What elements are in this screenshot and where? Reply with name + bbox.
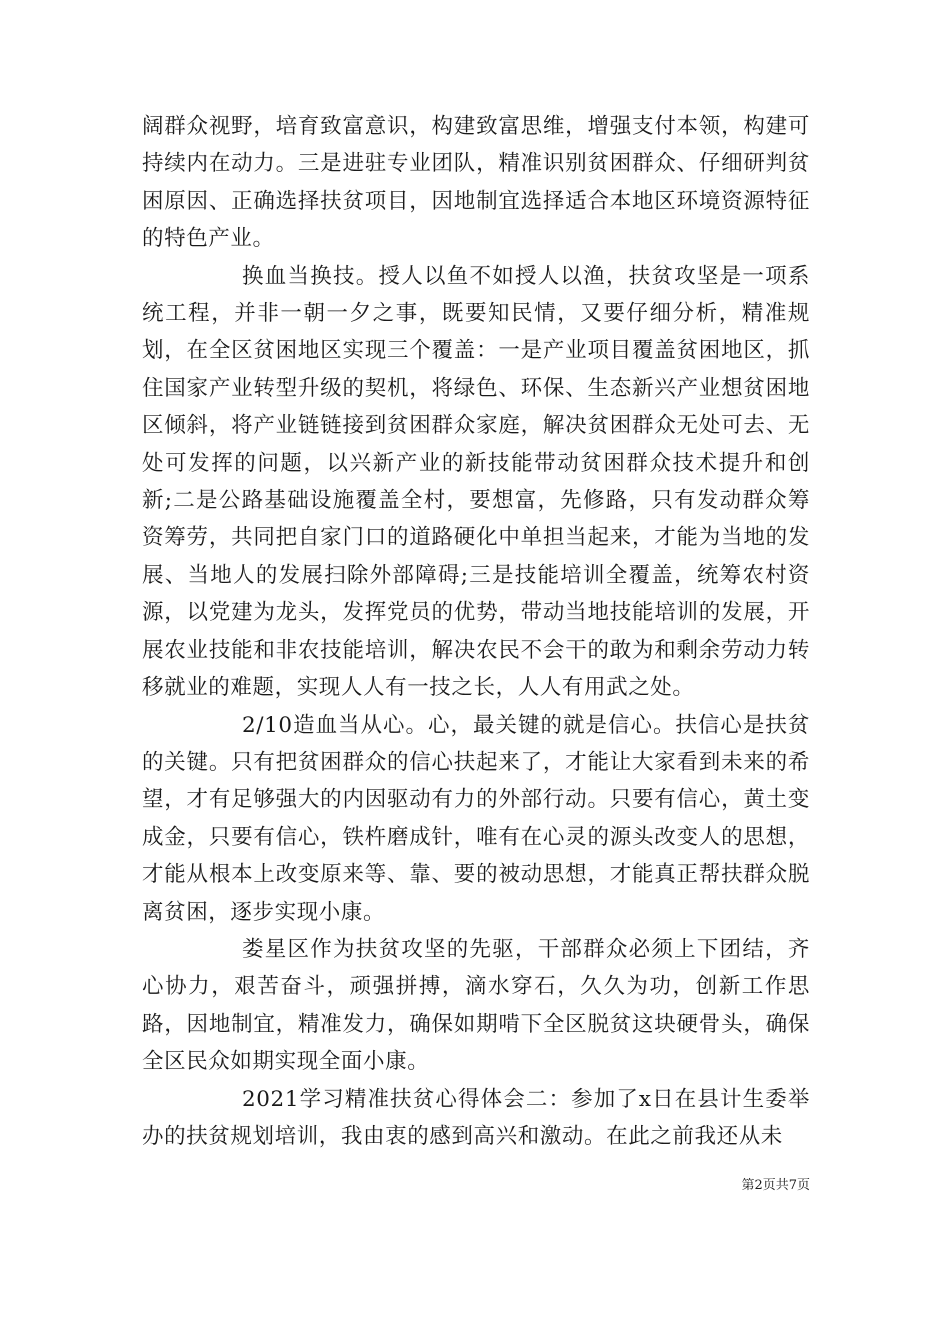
paragraph-5: 2021学习精准扶贫心得体会二：参加了x日在县计生委举办的扶贫规划培训，我由衷的感到高兴和激动。在此之前我还从未 xyxy=(142,1086,810,1149)
paragraph-3: 2/10造血当从心。心，最关键的就是信心。扶信心是扶贫的关键。只有把贫困群众的信心扶起来了，才能让大家看到未来的希望，才有足够强大的内因驱动有力的外部行动。只要有信心，黄土变成金，只要有信心，铁杵磨成针，唯有在心灵的源头改变人的思想，才能从根本上改变原来等、靠、要的被动思想，才能真正帮扶群众脱离贫困，逐步实现小康。 xyxy=(142,712,810,925)
document-body xyxy=(142,108,810,1155)
paragraph-4: 娄星区作为扶贫攻坚的先驱，干部群众必须上下团结，齐心协力，艰苦奋斗，顽强拼搏，滴水穿石，久久为功，创新工作思路，因地制宜，精准发力，确保如期啃下全区脱贫这块硬骨头，确保全区民众如期实现全面小康。 xyxy=(142,936,810,1075)
page-number-footer: 第2页共7页 xyxy=(741,1178,810,1193)
paragraph-1: 阔群众视野，培育致富意识，构建致富思维，增强支付本领，构建可持续内在动力。三是进驻专业团队，精准识别贫困群众、仔细研判贫困原因、正确选择扶贫项目，因地制宜选择适合本地区环境资源特征的特色产业。 xyxy=(142,114,810,252)
paragraph-2: 换血当换技。授人以鱼不如授人以渔，扶贫攻坚是一项系统工程，并非一朝一夕之事，既要知民情，又要仔细分析，精准规划，在全区贫困地区实现三个覆盖：一是产业项目覆盖贫困地区，抓住国家产业转型升级的契机，将绿色、环保、生态新兴产业想贫困地区倾斜，将产业链链接到贫困群众家庭，解决贫困群众无处可去、无处可发挥的问题，以兴新产业的新技能带动贫困群众技术提升和创新;二是公路基础设施覆盖全村，要想富，先修路，只有发动群众筹资筹劳，共同把自家门口的道路硬化中单担当起来，才能为当地的发展、当地人的发展扫除外部障碍;三是技能培训全覆盖，统筹农村资源，以党建为龙头，发挥党员的优势，带动当地技能培训的发展，开展农业技能和非农技能培训，解决农民不会干的敢为和剩余劳动力转移就业的难题，实现人人有一技之长，人人有用武之处。 xyxy=(142,263,810,701)
